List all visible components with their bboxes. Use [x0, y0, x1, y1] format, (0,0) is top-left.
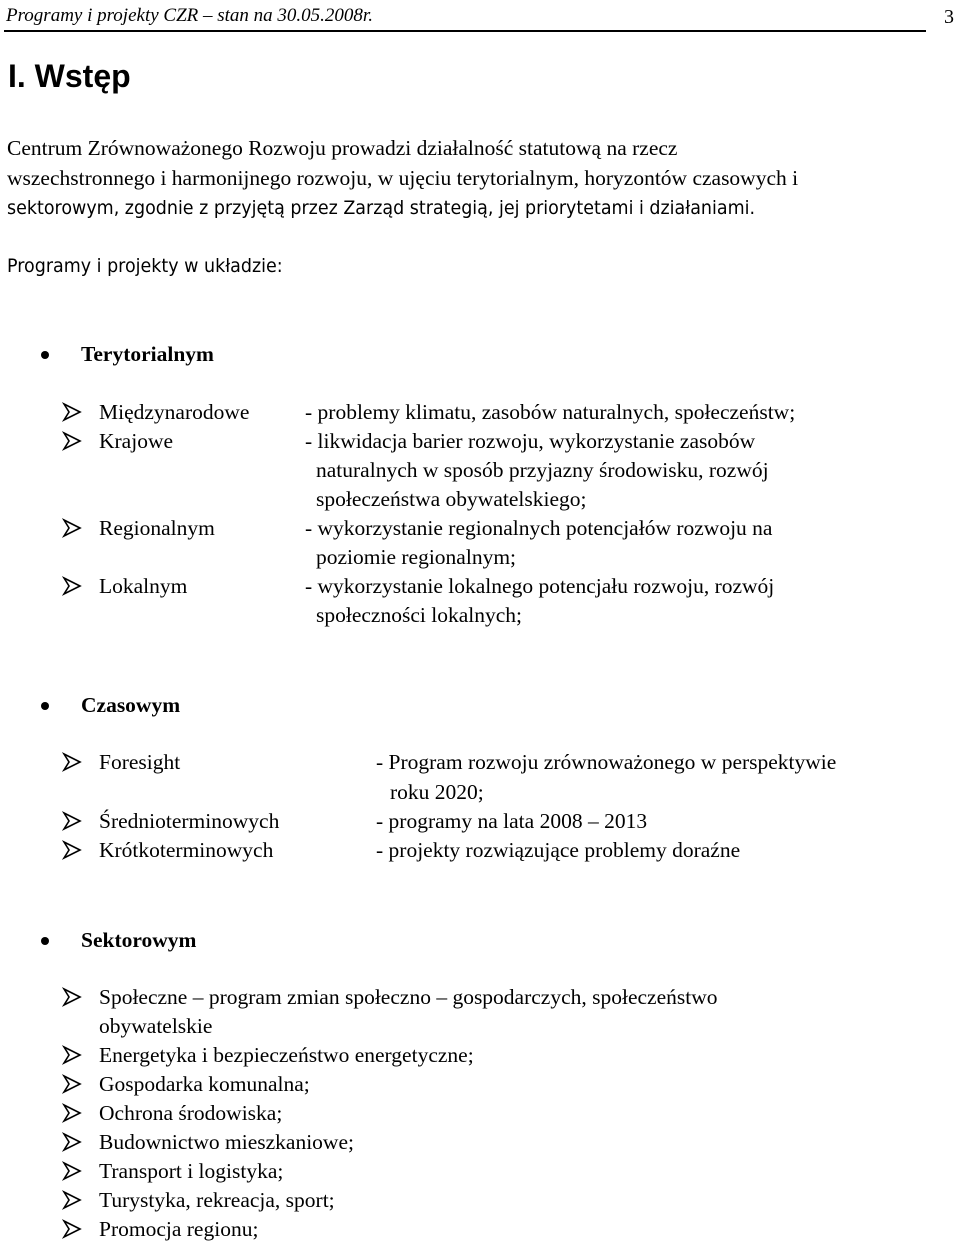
list-item: Ochrona środowiska; — [99, 1101, 283, 1125]
arrowhead-bullet-icon — [62, 1161, 82, 1181]
intro-line: Programy i projekty w układzie: — [7, 255, 283, 277]
intro-line: Centrum Zrównoważonego Rozwoju prowadzi działalność statutową na rzecz — [7, 136, 678, 160]
list-item-desc: - programy na lata 2008 – 2013 — [376, 809, 648, 833]
list-item-desc: społeczeństwa obywatelskiego; — [316, 487, 587, 511]
list-item-desc: - wykorzystanie lokalnego potencjału rozwoju, rozwój — [305, 574, 775, 598]
running-header: Programy i projekty CZR – stan na 30.05.2008r. — [6, 5, 373, 26]
category-heading-sektorowym: Sektorowym — [81, 928, 197, 952]
arrowhead-bullet-icon — [62, 1045, 82, 1065]
list-item-name: Foresight — [99, 750, 181, 774]
list-item-desc: społeczności lokalnych; — [316, 603, 522, 627]
list-item-desc: - projekty rozwiązujące problemy doraźne — [376, 838, 741, 862]
bullet-icon — [41, 351, 49, 359]
list-item-name: Regionalnym — [99, 516, 215, 540]
list-item-name: Średnioterminowych — [99, 809, 280, 833]
list-item-desc: roku 2020; — [390, 780, 484, 804]
header-rule — [4, 30, 926, 32]
list-item: Budownictwo mieszkaniowe; — [99, 1130, 354, 1154]
list-item-desc: poziomie regionalnym; — [316, 545, 517, 569]
intro-line: wszechstronnego i harmonijnego rozwoju, w ujęciu terytorialnym, horyzontów czasowych i — [7, 166, 799, 190]
category-heading-terytorialnym: Terytorialnym — [81, 342, 214, 366]
list-item: Społeczne – program zmian społeczno – gospodarczych, społeczeństwo — [99, 985, 718, 1009]
list-item: Transport i logistyka; — [99, 1159, 284, 1183]
arrowhead-bullet-icon — [62, 987, 82, 1007]
arrowhead-bullet-icon — [62, 1132, 82, 1152]
bullet-icon — [41, 702, 49, 710]
list-item-name: Lokalnym — [99, 574, 188, 598]
list-item-name: Krótkoterminowych — [99, 838, 274, 862]
list-item: Energetyka i bezpieczeństwo energetyczne; — [99, 1043, 474, 1067]
arrowhead-bullet-icon — [62, 1219, 82, 1239]
arrowhead-bullet-icon — [62, 402, 82, 422]
arrowhead-bullet-icon — [62, 431, 82, 451]
bullet-icon — [41, 937, 49, 945]
list-item: Gospodarka komunalna; — [99, 1072, 310, 1096]
list-item: Promocja regionu; — [99, 1217, 259, 1241]
section-heading: I. Wstęp — [8, 58, 131, 94]
list-item-desc: - Program rozwoju zrównoważonego w perspektywie — [376, 750, 837, 774]
arrowhead-bullet-icon — [62, 811, 82, 831]
list-item-desc: - problemy klimatu, zasobów naturalnych, społeczeństw; — [305, 400, 796, 424]
list-item-desc: - likwidacja barier rozwoju, wykorzystanie zasobów — [305, 429, 756, 453]
list-item: Turystyka, rekreacja, sport; — [99, 1188, 335, 1212]
page-number: 3 — [944, 6, 954, 28]
arrowhead-bullet-icon — [62, 840, 82, 860]
arrowhead-bullet-icon — [62, 1074, 82, 1094]
intro-line: sektorowym, zgodnie z przyjętą przez Zarząd strategią, jej priorytetami i działaniami. — [7, 197, 756, 219]
list-item-name: Międzynarodowe — [99, 400, 250, 424]
list-item-desc: - wykorzystanie regionalnych potencjałów rozwoju na — [305, 516, 773, 540]
arrowhead-bullet-icon — [62, 576, 82, 596]
list-item-name: Krajowe — [99, 429, 174, 453]
arrowhead-bullet-icon — [62, 1190, 82, 1210]
list-item-desc: naturalnych w sposób przyjazny środowisku, rozwój — [316, 458, 769, 482]
arrowhead-bullet-icon — [62, 1103, 82, 1123]
arrowhead-bullet-icon — [62, 752, 82, 772]
arrowhead-bullet-icon — [62, 518, 82, 538]
category-heading-czasowym: Czasowym — [81, 693, 181, 717]
list-item: obywatelskie — [99, 1014, 213, 1038]
